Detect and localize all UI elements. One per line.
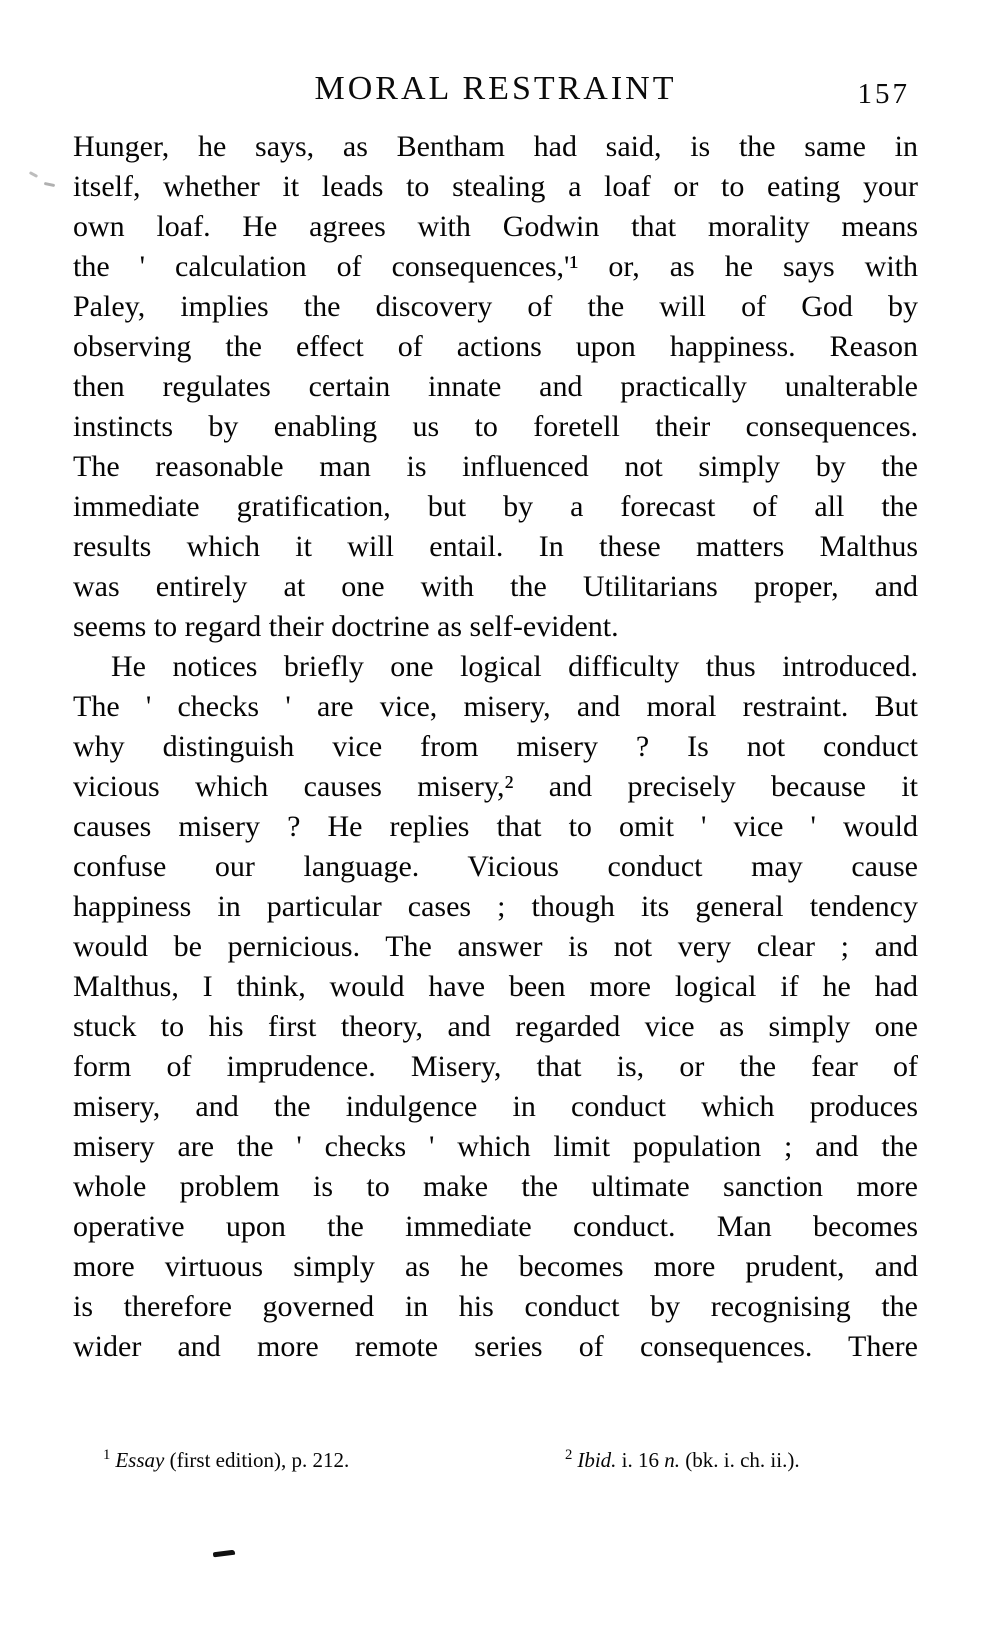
text-line: He notices briefly one logical difficulty thus introduced. <box>111 650 918 683</box>
footnote-text: i. 16 <box>616 1448 665 1472</box>
text-line: is therefore governed in his conduct by recognising the <box>73 1290 918 1323</box>
text-line: own loaf. He agrees with Godwin that morality means <box>73 210 918 243</box>
footnote-work-title: Essay <box>115 1448 165 1472</box>
text-line: operative upon the immediate conduct. Man becomes <box>73 1210 918 1243</box>
text-line: stuck to his first theory, and regarded vice as simply one <box>73 1010 918 1043</box>
text-line: observing the effect of actions upon happiness. Reason <box>73 330 918 363</box>
text-line: immediate gratification, but by a forecast of all the <box>73 490 918 523</box>
footnote-note-abbrev: n. <box>664 1448 681 1472</box>
text-line: was entirely at one with the Utilitarians proper, and <box>73 570 918 603</box>
paragraph-2 <box>73 647 918 1367</box>
pen-mark <box>213 1550 235 1558</box>
footnote-work-title: Ibid. <box>577 1448 617 1472</box>
page-title: MORAL RESTRAINT <box>314 70 677 107</box>
text-line: the ' calculation of consequences,'¹ or, as he says with <box>73 250 918 283</box>
text-line: happiness in particular cases ; though its general tendency <box>73 890 918 923</box>
footnote-1 <box>103 1440 349 1475</box>
footnote-text: (first edition), p. 212. <box>164 1448 350 1472</box>
footnote-2 <box>565 1440 800 1475</box>
text-line: would be pernicious. The answer is not very clear ; and <box>73 930 918 963</box>
footnote-marker: 1 <box>103 1447 111 1463</box>
paragraph-1 <box>73 127 918 647</box>
text-line: misery, and the indulgence in conduct which produces <box>73 1090 918 1123</box>
text-line: Paley, implies the discovery of the will of God by <box>73 290 918 323</box>
text-line: more virtuous simply as he becomes more prudent, and <box>73 1250 918 1283</box>
footnotes <box>73 1440 918 1484</box>
text-line: seems to regard their doctrine as self-evident. <box>73 610 619 643</box>
page-number: 157 <box>857 78 910 110</box>
text-line: misery are the ' checks ' which limit population ; and the <box>73 1130 918 1163</box>
text-line: Malthus, I think, would have been more logical if he had <box>73 970 918 1003</box>
text-line: whole problem is to make the ultimate sanction more <box>73 1170 918 1203</box>
scan-smudge <box>44 182 55 187</box>
text-line: itself, whether it leads to stealing a loaf or to eating your <box>73 170 918 203</box>
running-header <box>73 70 918 120</box>
text-line: then regulates certain innate and practically unalterable <box>73 370 918 403</box>
text-line: results which it will entail. In these matters Malthus <box>73 530 918 563</box>
text-line: wider and more remote series of consequences. There <box>73 1330 918 1363</box>
text-line: confuse our language. Vicious conduct may cause <box>73 850 918 883</box>
body-text <box>73 127 918 1367</box>
text-line: why distinguish vice from misery ? Is not conduct <box>73 730 918 763</box>
footnote-marker: 2 <box>565 1447 573 1463</box>
text-line: Hunger, he says, as Bentham had said, is the same in <box>73 130 918 163</box>
text-line: form of imprudence. Misery, that is, or the fear of <box>73 1050 918 1083</box>
scan-smudge <box>29 171 38 178</box>
text-line: instincts by enabling us to foretell their consequences. <box>73 410 918 443</box>
text-line: causes misery ? He replies that to omit ' vice ' would <box>73 810 918 843</box>
text-line: The ' checks ' are vice, misery, and moral restraint. But <box>73 690 918 723</box>
text-line: vicious which causes misery,² and precisely because it <box>73 770 918 803</box>
text-line: The reasonable man is influenced not simply by the <box>73 450 918 483</box>
footnote-text: (bk. i. ch. ii.). <box>680 1448 800 1472</box>
